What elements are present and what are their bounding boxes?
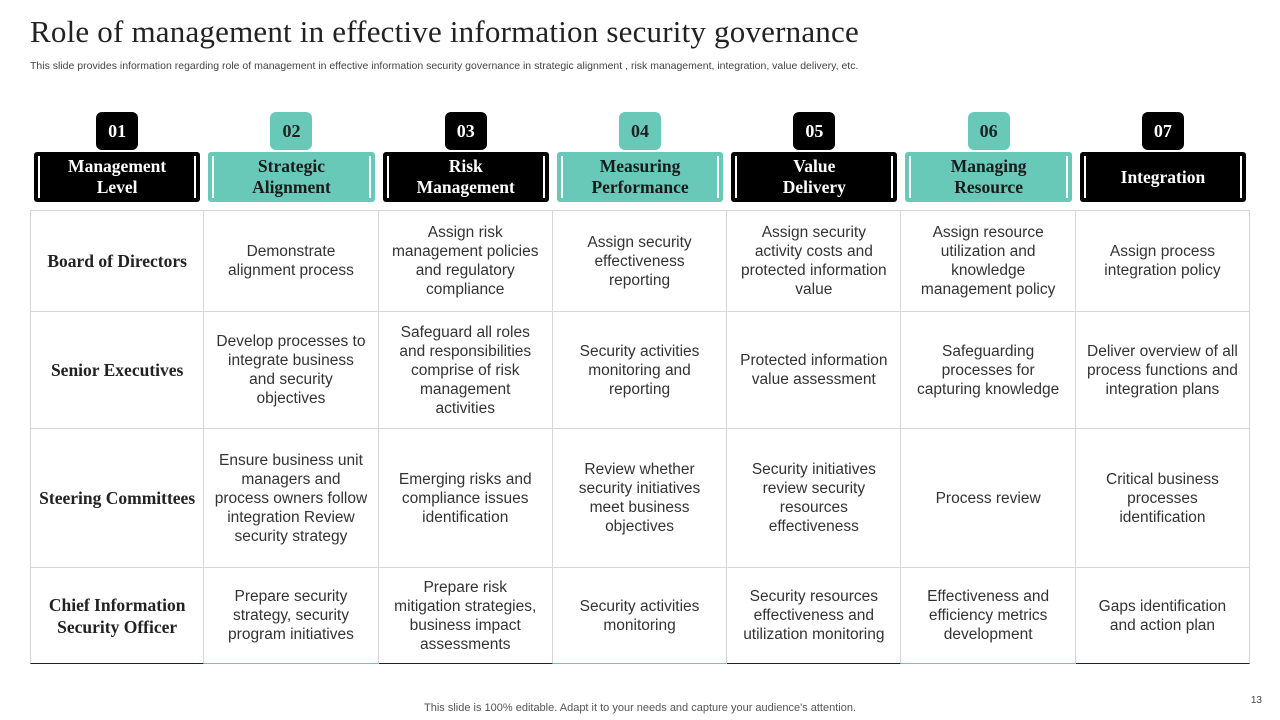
table-cell: Safeguard all roles and responsibilities comprise of risk management activities [379, 312, 553, 429]
table-cell: Security resources effectiveness and utilization monitoring [727, 568, 901, 664]
badge-number: 01 [96, 112, 138, 150]
table-cell: Develop processes to integrate business and security objectives [204, 312, 378, 429]
header-label: Management Level [34, 152, 200, 202]
column-badge-04 [553, 112, 727, 152]
table-cell: Gaps identification and action plan [1076, 568, 1250, 664]
column-badge-02 [204, 112, 378, 152]
row-label-board-of-directors: Board of Directors [30, 210, 204, 312]
column-header-value-delivery [727, 152, 901, 210]
table-cell: Effectiveness and efficiency metrics development [901, 568, 1075, 664]
badge-number: 07 [1142, 112, 1184, 150]
header-label: Risk Management [383, 152, 549, 202]
header-label: Integration [1080, 152, 1246, 202]
row-label-steering-committees: Steering Committees [30, 429, 204, 568]
table-cell: Protected information value assessment [727, 312, 901, 429]
badge-number: 04 [619, 112, 661, 150]
column-header-strategic-alignment [204, 152, 378, 210]
table-cell: Assign process integration policy [1076, 210, 1250, 312]
column-badge-03 [379, 112, 553, 152]
table-cell: Security activities monitoring [553, 568, 727, 664]
slide-subtitle: This slide provides information regarding role of management in effective information security governance in strategic alignment , risk management, integration, value delivery, etc. [30, 60, 859, 72]
table-cell: Deliver overview of all process functions and integration plans [1076, 312, 1250, 429]
column-badge-01 [30, 112, 204, 152]
header-label: Strategic Alignment [208, 152, 374, 202]
header-label: Managing Resource [905, 152, 1071, 202]
badge-number: 03 [445, 112, 487, 150]
column-badge-07 [1076, 112, 1250, 152]
column-header-managing-resource [901, 152, 1075, 210]
slide-title: Role of management in effective information security governance [30, 14, 859, 49]
header-label: Value Delivery [731, 152, 897, 202]
table-cell: Emerging risks and compliance issues identification [379, 429, 553, 568]
table-cell: Assign security activity costs and protected information value [727, 210, 901, 312]
table-cell: Critical business processes identification [1076, 429, 1250, 568]
governance-table [30, 112, 1250, 664]
table-cell: Security initiatives review security resources effectiveness [727, 429, 901, 568]
header-label: Measuring Performance [557, 152, 723, 202]
table-cell: Process review [901, 429, 1075, 568]
column-header-integration [1076, 152, 1250, 210]
table-cell: Assign security effectiveness reporting [553, 210, 727, 312]
table-cell: Ensure business unit managers and process owners follow integration Review security strategy [204, 429, 378, 568]
badge-number: 06 [968, 112, 1010, 150]
table-cell: Prepare risk mitigation strategies, business impact assessments [379, 568, 553, 664]
column-header-management-level [30, 152, 204, 210]
table-cell: Prepare security strategy, security program initiatives [204, 568, 378, 664]
column-badge-05 [727, 112, 901, 152]
footer-note: This slide is 100% editable. Adapt it to your needs and capture your audience's attention. [424, 702, 856, 714]
table-cell: Review whether security initiatives meet business objectives [553, 429, 727, 568]
badge-number: 05 [793, 112, 835, 150]
table-cell: Assign risk management policies and regulatory compliance [379, 210, 553, 312]
table-cell: Safeguarding processes for capturing knowledge [901, 312, 1075, 429]
badge-number: 02 [270, 112, 312, 150]
table-cell: Demonstrate alignment process [204, 210, 378, 312]
table-cell: Assign resource utilization and knowledge management policy [901, 210, 1075, 312]
column-header-risk-management [379, 152, 553, 210]
column-badge-06 [901, 112, 1075, 152]
row-label-senior-executives: Senior Executives [30, 312, 204, 429]
row-label-chief-information-security-officer: Chief Information Security Officer [30, 568, 204, 664]
page-number: 13 [1250, 695, 1262, 706]
column-header-measuring-performance [553, 152, 727, 210]
table-cell: Security activities monitoring and reporting [553, 312, 727, 429]
